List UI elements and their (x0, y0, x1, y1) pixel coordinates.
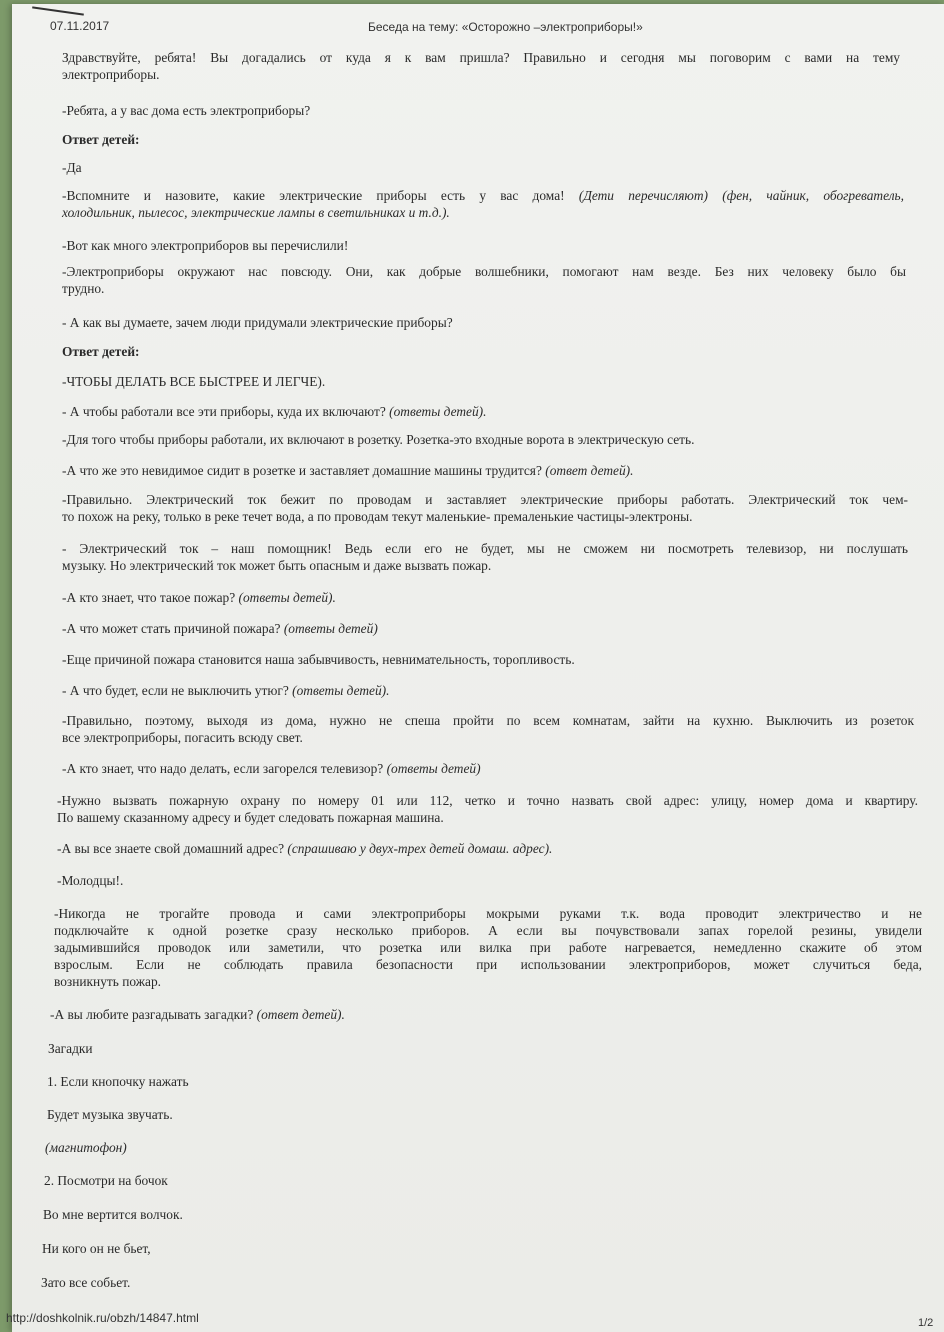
text-line (62, 620, 378, 637)
text-run: -А вы любите разгадывать загадки? (50, 1007, 257, 1022)
text-line: Здравствуйте, ребята! Вы догадались от куда я к вам пришла? Правильно и сегодня мы поговорим с вами на тему (62, 50, 900, 65)
italic-note: (ответ детей). (545, 463, 634, 478)
document-title: Беседа на тему: «Осторожно –электроприборы!» (368, 20, 643, 34)
text-run: -А кто знает, что надо делать, если загорелся телевизор? (62, 761, 387, 776)
document-page (6, 4, 944, 1332)
text-line: Ни кого он не бьет, (42, 1241, 151, 1256)
text-run: -А кто знает, что такое пожар? (62, 590, 239, 605)
text-line: холодильник, пылесос, электрические лампы в светильниках и т.д.). (62, 205, 450, 220)
text-line: музыку. Но электрический ток может быть опасным и даже вызвать пожар. (62, 558, 492, 573)
text-line: По вашему сказанному адресу и будет следовать пожарная машина. (57, 810, 444, 825)
italic-note: (ответы детей). (238, 590, 336, 605)
text-line (50, 1006, 345, 1023)
text-line: -Молодцы!. (57, 873, 124, 888)
italic-note: (ответ детей). (256, 1007, 345, 1022)
text-line (62, 403, 486, 420)
text-line (62, 462, 634, 479)
text-line: -Правильно. Электрический ток бежит по проводам и заставляет электрические приборы работать. Электрический ток чем- (62, 492, 908, 507)
text-line: -Еще причиной пожара становится наша забывчивость, невнимательность, торопливость. (62, 652, 575, 667)
text-line (57, 840, 552, 857)
text-line: Во мне вертится волчок. (43, 1207, 183, 1222)
text-line: все электроприборы, погасить всюду свет. (62, 730, 303, 745)
text-line (62, 760, 481, 777)
text-run: - А что будет, если не выключить утюг? (62, 683, 293, 698)
source-url: http://doshkolnik.ru/obzh/14847.html (6, 1311, 199, 1325)
italic-note: (ответы детей) (386, 761, 481, 776)
text-line: -ЧТОБЫ ДЕЛАТЬ ВСЕ БЫСТРЕЕ И ЛЕГЧЕ). (62, 374, 326, 389)
text-line (62, 589, 336, 606)
italic-note: (спрашиваю у двух-трех детей домаш. адрес). (287, 841, 553, 856)
text-run: -Вспомните и назовите, какие электрические приборы есть у вас дома! (62, 188, 579, 203)
text-line: возникнуть пожар. (54, 974, 161, 989)
document-date: 07.11.2017 (50, 19, 110, 33)
text-line: -Ребята, а у вас дома есть электроприборы? (62, 103, 311, 118)
text-run: - А чтобы работали все эти приборы, куда их включают? (62, 404, 390, 419)
text-line: (магнитофон) (45, 1140, 127, 1155)
text-run: -А что может стать причиной пожара? (62, 621, 284, 636)
text-line: Зато все собьет. (41, 1275, 131, 1290)
text-line (62, 187, 904, 204)
text-run: -А что же это невидимое сидит в розетке и заставляет домашние машины трудится? (62, 463, 546, 478)
text-run: -А вы все знаете свой домашний адрес? (57, 841, 288, 856)
text-line: -Да (62, 160, 82, 175)
italic-note: (ответы детей). (292, 683, 390, 698)
text-line: -Вот как много электроприборов вы перечислили! (62, 238, 349, 253)
text-line: взрослым. Если не соблюдать правила безопасности при использовании электроприборов, может случиться беда, (54, 957, 922, 972)
text-line: -Нужно вызвать пожарную охрану по номеру 01 или 112, четко и точно назвать свой адрес: улицу, номер дома и квартиру. (57, 793, 918, 808)
italic-note: (Дети перечисляют) (фен, чайник, обогреватель, (578, 188, 904, 203)
text-line: 2. Посмотри на бочок (44, 1173, 168, 1188)
text-line: -Электроприборы окружают нас повсюду. Они, как добрые волшебники, помогают нам везде. Без них человеку было бы (62, 264, 906, 279)
text-line: Загадки (48, 1041, 93, 1056)
text-line: -Правильно, поэтому, выходя из дома, нужно не спеша пройти по всем комнатам, зайти на кухню. Выключить из розеток (62, 713, 914, 728)
text-line: то похож на реку, только в реке течет вода, а по проводам текут маленькие- премаленькие частицы-электроны. (62, 509, 693, 524)
text-line: Будет музыка звучать. (47, 1107, 173, 1122)
page-number: 1/2 (918, 1317, 934, 1329)
text-line: Ответ детей: (62, 132, 140, 147)
text-line (62, 682, 389, 699)
text-line: Ответ детей: (62, 344, 140, 359)
text-line: трудно. (62, 281, 105, 296)
text-line: - Электрический ток – наш помощник! Ведь если его не будет, мы не сможем ни посмотреть телевизор, ни послушать (62, 541, 908, 556)
text-line: - А как вы думаете, зачем люди придумали электрические приборы? (62, 315, 453, 330)
text-line: -Никогда не трогайте провода и сами электроприборы мокрыми руками т.к. вода проводит электричество и не (54, 906, 922, 921)
text-line: задымившийся проводок или заметили, что розетка или вилка при работе нагревается, немедленно скажите об этом (54, 940, 922, 955)
text-line: -Для того чтобы приборы работали, их включают в розетку. Розетка-это входные ворота в электрическую сеть. (62, 432, 695, 447)
text-line: 1. Если кнопочку нажать (47, 1074, 189, 1089)
italic-note: (ответы детей) (283, 621, 378, 636)
italic-note: (ответы детей). (389, 404, 487, 419)
text-line: электроприборы. (62, 67, 160, 82)
pen-strike-mark (32, 6, 84, 15)
text-line: подключайте к одной розетке сразу несколько приборов. А если вы почувствовали запах горелой резины, увидели (54, 923, 922, 938)
